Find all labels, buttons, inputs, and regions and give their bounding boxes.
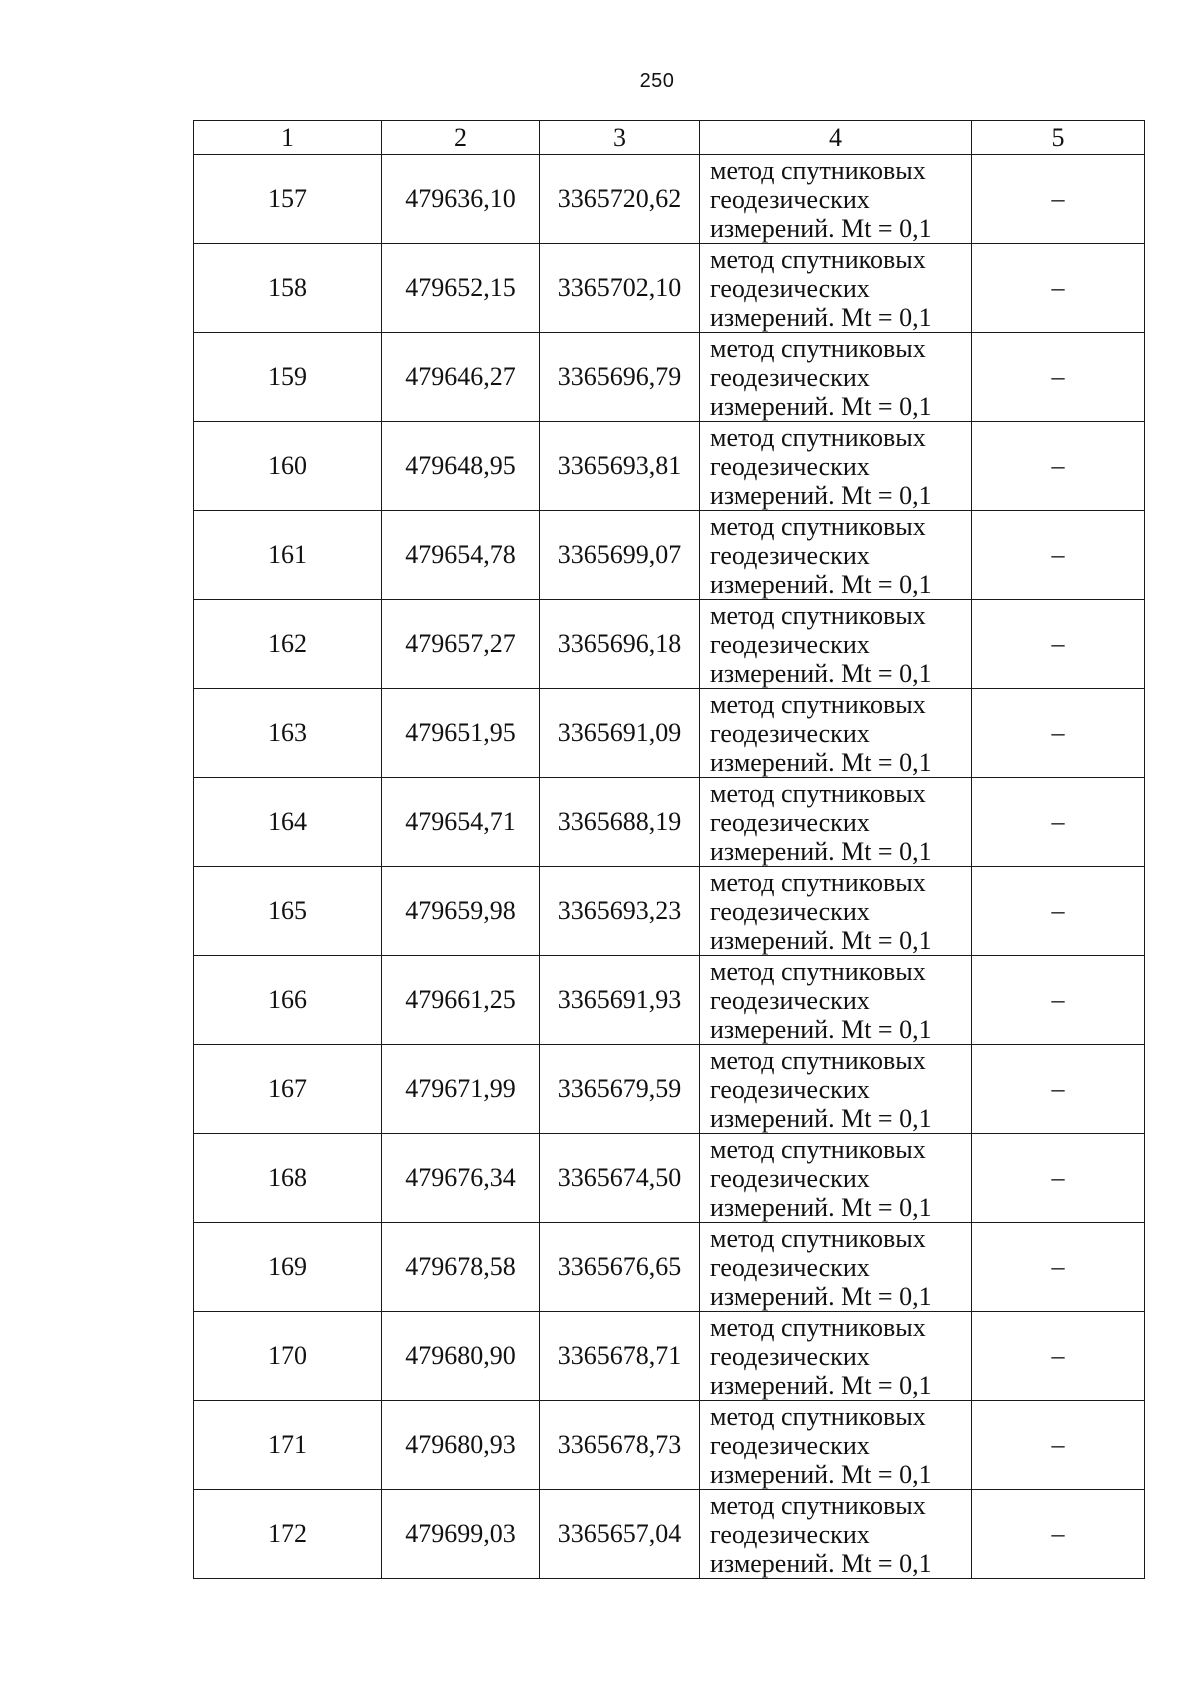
x-coordinate-cell: 479661,25 [382, 956, 540, 1045]
y-coordinate-cell: 3365702,10 [540, 244, 700, 333]
point-number-cell: 158 [194, 244, 382, 333]
table-row [194, 778, 1145, 867]
x-coordinate-cell: 479654,78 [382, 511, 540, 600]
table-row [194, 956, 1145, 1045]
y-coordinate-cell: 3365691,09 [540, 689, 700, 778]
method-line: геодезических [710, 362, 870, 392]
method-line: метод спутниковых [710, 956, 926, 986]
method-line: измерений. Mt = 0,1 [710, 658, 932, 688]
method-line: геодезических [710, 1163, 870, 1193]
page-number: 250 [639, 70, 675, 92]
x-coordinate-cell: 479648,95 [382, 422, 540, 511]
table-row [194, 1490, 1145, 1579]
method-line: метод спутниковых [710, 1134, 926, 1164]
point-number-cell: 165 [194, 867, 382, 956]
x-coordinate-cell: 479680,93 [382, 1401, 540, 1490]
method-line: геодезических [710, 451, 870, 481]
x-coordinate-cell: 479636,10 [382, 155, 540, 244]
point-number-cell: 157 [194, 155, 382, 244]
method-line: измерений. Mt = 0,1 [710, 1459, 932, 1489]
method-line: измерений. Mt = 0,1 [710, 1548, 932, 1578]
method-line: измерений. Mt = 0,1 [710, 836, 932, 866]
method-cell [700, 1223, 972, 1312]
method-line: метод спутниковых [710, 1490, 926, 1520]
x-coordinate-cell: 479646,27 [382, 333, 540, 422]
method-line: геодезических [710, 1341, 870, 1371]
method-cell [700, 155, 972, 244]
method-line: геодезических [710, 629, 870, 659]
y-coordinate-cell: 3365674,50 [540, 1134, 700, 1223]
method-line: измерений. Mt = 0,1 [710, 1281, 932, 1311]
note-cell: – [972, 422, 1145, 511]
method-cell [700, 511, 972, 600]
method-line: измерений. Mt = 0,1 [710, 1103, 932, 1133]
note-cell: – [972, 244, 1145, 333]
note-cell: – [972, 1134, 1145, 1223]
x-coordinate-cell: 479676,34 [382, 1134, 540, 1223]
method-line: метод спутниковых [710, 867, 926, 897]
method-line: измерений. Mt = 0,1 [710, 747, 932, 777]
method-line: геодезических [710, 184, 870, 214]
table-row [194, 1223, 1145, 1312]
method-line: измерений. Mt = 0,1 [710, 1014, 932, 1044]
x-coordinate-cell: 479699,03 [382, 1490, 540, 1579]
method-cell [700, 1045, 972, 1134]
table-row [194, 244, 1145, 333]
method-line: метод спутниковых [710, 422, 926, 452]
method-line: измерений. Mt = 0,1 [710, 1192, 932, 1222]
note-cell: – [972, 1401, 1145, 1490]
method-line: геодезических [710, 985, 870, 1015]
method-line: измерений. Mt = 0,1 [710, 213, 932, 243]
point-number-cell: 163 [194, 689, 382, 778]
method-cell [700, 778, 972, 867]
table-row [194, 333, 1145, 422]
table-row [194, 1134, 1145, 1223]
method-line: метод спутниковых [710, 1312, 926, 1342]
x-coordinate-cell: 479651,95 [382, 689, 540, 778]
x-coordinate-cell: 479659,98 [382, 867, 540, 956]
x-coordinate-cell: 479671,99 [382, 1045, 540, 1134]
table-row [194, 1401, 1145, 1490]
method-line: геодезических [710, 896, 870, 926]
method-cell [700, 244, 972, 333]
note-cell: – [972, 1223, 1145, 1312]
method-line: геодезических [710, 540, 870, 570]
method-line: геодезических [710, 1074, 870, 1104]
method-cell [700, 689, 972, 778]
note-cell: – [972, 1312, 1145, 1401]
note-cell: – [972, 333, 1145, 422]
method-line: метод спутниковых [710, 1223, 926, 1253]
header-col-2: 2 [382, 121, 540, 155]
method-line: измерений. Mt = 0,1 [710, 925, 932, 955]
note-cell: – [972, 689, 1145, 778]
method-cell [700, 956, 972, 1045]
table-row [194, 600, 1145, 689]
method-cell [700, 1490, 972, 1579]
point-number-cell: 160 [194, 422, 382, 511]
method-line: измерений. Mt = 0,1 [710, 391, 932, 421]
point-number-cell: 172 [194, 1490, 382, 1579]
method-line: метод спутниковых [710, 689, 926, 719]
table-header [194, 121, 1145, 155]
note-cell: – [972, 1045, 1145, 1134]
header-col-5: 5 [972, 121, 1145, 155]
table-row [194, 155, 1145, 244]
method-line: метод спутниковых [710, 333, 926, 363]
method-line: измерений. Mt = 0,1 [710, 302, 932, 332]
x-coordinate-cell: 479657,27 [382, 600, 540, 689]
table-row [194, 867, 1145, 956]
method-line: метод спутниковых [710, 778, 926, 808]
x-coordinate-cell: 479654,71 [382, 778, 540, 867]
note-cell: – [972, 867, 1145, 956]
y-coordinate-cell: 3365678,73 [540, 1401, 700, 1490]
method-line: геодезических [710, 1252, 870, 1282]
method-line: метод спутниковых [710, 1401, 926, 1431]
y-coordinate-cell: 3365696,18 [540, 600, 700, 689]
header-col-3: 3 [540, 121, 700, 155]
method-line: геодезических [710, 1519, 870, 1549]
y-coordinate-cell: 3365679,59 [540, 1045, 700, 1134]
point-number-cell: 171 [194, 1401, 382, 1490]
header-row [194, 121, 1145, 155]
point-number-cell: 161 [194, 511, 382, 600]
header-col-1: 1 [194, 121, 382, 155]
y-coordinate-cell: 3365693,23 [540, 867, 700, 956]
coordinates-table [193, 120, 1145, 1579]
y-coordinate-cell: 3365696,79 [540, 333, 700, 422]
table-row [194, 1312, 1145, 1401]
point-number-cell: 170 [194, 1312, 382, 1401]
x-coordinate-cell: 479678,58 [382, 1223, 540, 1312]
y-coordinate-cell: 3365676,65 [540, 1223, 700, 1312]
point-number-cell: 162 [194, 600, 382, 689]
method-line: геодезических [710, 718, 870, 748]
method-line: измерений. Mt = 0,1 [710, 569, 932, 599]
method-cell [700, 422, 972, 511]
point-number-cell: 167 [194, 1045, 382, 1134]
note-cell: – [972, 1490, 1145, 1579]
point-number-cell: 164 [194, 778, 382, 867]
y-coordinate-cell: 3365657,04 [540, 1490, 700, 1579]
method-line: метод спутниковых [710, 511, 926, 541]
method-cell [700, 600, 972, 689]
method-line: измерений. Mt = 0,1 [710, 1370, 932, 1400]
x-coordinate-cell: 479652,15 [382, 244, 540, 333]
table-row [194, 511, 1145, 600]
y-coordinate-cell: 3365699,07 [540, 511, 700, 600]
method-cell [700, 333, 972, 422]
note-cell: – [972, 956, 1145, 1045]
method-line: метод спутниковых [710, 244, 926, 274]
y-coordinate-cell: 3365693,81 [540, 422, 700, 511]
method-line: измерений. Mt = 0,1 [710, 480, 932, 510]
header-col-4: 4 [700, 121, 972, 155]
note-cell: – [972, 511, 1145, 600]
note-cell: – [972, 778, 1145, 867]
method-line: метод спутниковых [710, 1045, 926, 1075]
y-coordinate-cell: 3365720,62 [540, 155, 700, 244]
method-line: геодезических [710, 273, 870, 303]
point-number-cell: 166 [194, 956, 382, 1045]
method-line: геодезических [710, 807, 870, 837]
y-coordinate-cell: 3365678,71 [540, 1312, 700, 1401]
table-row [194, 689, 1145, 778]
point-number-cell: 168 [194, 1134, 382, 1223]
point-number-cell: 169 [194, 1223, 382, 1312]
method-line: метод спутниковых [710, 155, 926, 185]
table-row [194, 1045, 1145, 1134]
x-coordinate-cell: 479680,90 [382, 1312, 540, 1401]
method-cell [700, 1401, 972, 1490]
table-row [194, 422, 1145, 511]
table-body [194, 155, 1145, 1579]
note-cell: – [972, 155, 1145, 244]
method-cell [700, 1312, 972, 1401]
point-number-cell: 159 [194, 333, 382, 422]
method-cell [700, 1134, 972, 1223]
note-cell: – [972, 600, 1145, 689]
y-coordinate-cell: 3365691,93 [540, 956, 700, 1045]
method-cell [700, 867, 972, 956]
method-line: метод спутниковых [710, 600, 926, 630]
method-line: геодезических [710, 1430, 870, 1460]
y-coordinate-cell: 3365688,19 [540, 778, 700, 867]
